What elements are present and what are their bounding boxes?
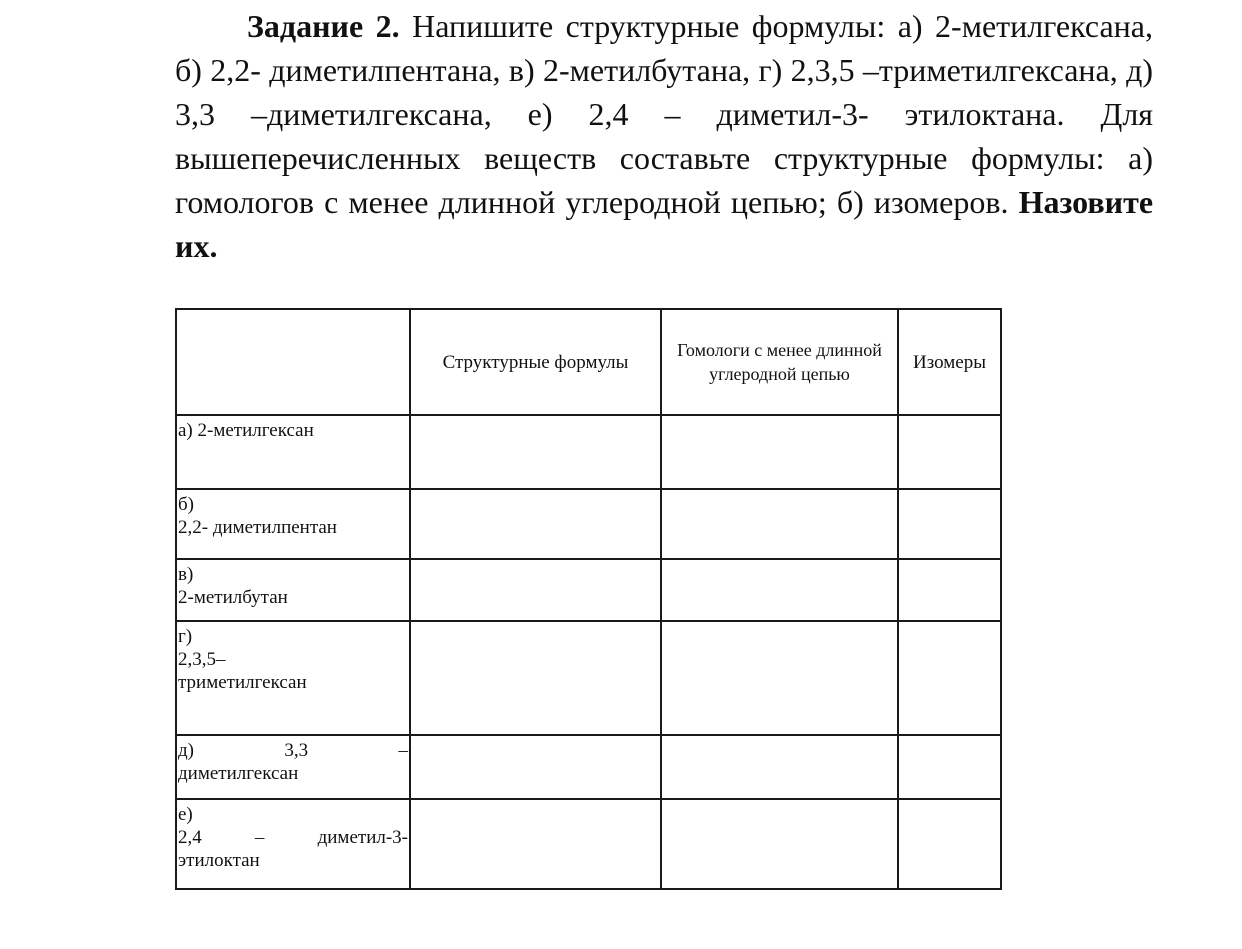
table-row [176,621,1001,735]
header-isomers: Изомеры [898,309,1001,415]
homolog-cell[interactable] [661,415,898,489]
table-row [176,799,1001,889]
table-row [176,415,1001,489]
row-label: д) 3,3 – диметилгексан [176,735,410,799]
header-empty-cell [176,309,410,415]
isomer-cell[interactable] [898,799,1001,889]
structural-formula-cell[interactable] [410,621,661,735]
table-row [176,559,1001,621]
answer-table [175,308,1002,890]
row-label: е) 2,4 – диметил-3- этилоктан [176,799,410,889]
structural-formula-cell[interactable] [410,799,661,889]
row-label: г) 2,3,5– триметилгексан [176,621,410,735]
row-label: б) 2,2- диметилпентан [176,489,410,559]
task-text: Напишите структурные формулы: а) 2-метилгексана, б) 2,2- диметилпентана, в) 2-метилбутана, г) 2,3,5 –триметилгексана, д) 3,3 –диметилгексана, е) 2,4 – диметил-3- этилоктана. Для вышеперечисленных веществ составьте структурные формулы: а) гомологов с менее длинной углеродной цепью; б) изомеров. [175,8,1154,220]
homolog-cell[interactable] [661,735,898,799]
task-emphasis: Назовите их. [175,184,1154,264]
header-structural-formulas: Структурные формулы [410,309,661,415]
task-paragraph [175,4,1153,268]
homolog-cell[interactable] [661,799,898,889]
isomer-cell[interactable] [898,735,1001,799]
homolog-cell[interactable] [661,621,898,735]
row-label: а) 2-метилгексан [176,415,410,489]
table-row [176,489,1001,559]
isomer-cell[interactable] [898,489,1001,559]
table-header-row [176,309,1001,415]
isomer-cell[interactable] [898,415,1001,489]
structural-formula-cell[interactable] [410,559,661,621]
header-homologs: Гомологи с менее длинной углеродной цепью [661,309,898,415]
isomer-cell[interactable] [898,621,1001,735]
structural-formula-cell[interactable] [410,489,661,559]
isomer-cell[interactable] [898,559,1001,621]
structural-formula-cell[interactable] [410,415,661,489]
homolog-cell[interactable] [661,559,898,621]
row-label: в) 2-метилбутан [176,559,410,621]
table-row [176,735,1001,799]
task-heading: Задание 2. [247,8,400,44]
structural-formula-cell[interactable] [410,735,661,799]
homolog-cell[interactable] [661,489,898,559]
